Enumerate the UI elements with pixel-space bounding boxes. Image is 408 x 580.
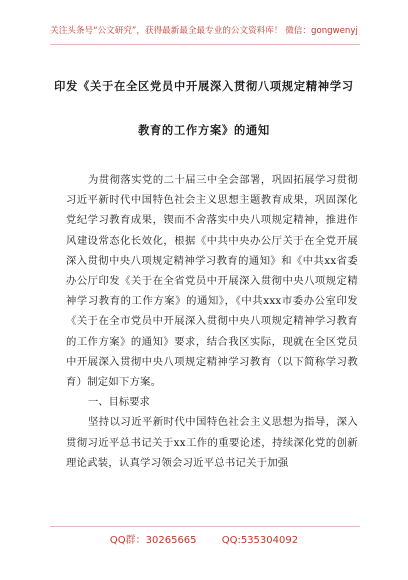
header-banner: 关注头条号“公文研究”，获得最新最全最专业的公文资料库！ 微信：gongwenyj [50,26,358,36]
footer-qq-group: QQ群：30265665 [109,535,197,546]
intro-paragraph: 为贯彻落实党的二十届三中全会部署，巩固拓展学习贯彻习近平新时代中国特色社会主义思想主题教育成果，巩固深化党纪学习教育成果，锲而不舍落实中央八项规定精神，推进作风建设常态化长效化，根据《中共中央办公厅关于在全党开展深入贯彻中央八项规定精神学习教育的通知》和《中共xx省委办公厅印发《关于在全省党员中开展深入贯彻中央八项规定精神学习教育的工作方案》的通知》，《中共xxx市委办公室印发《关于在全市党员中开展深入贯彻中央八项规定精神学习教育的工作方案》的通知》要求，结合我区实际，现就在全区党员中开展深入贯彻中央八项规定精神学习教育（以下简称学习教育）制定如下方案。 [66,174,358,389]
header-divider [50,44,360,45]
section-paragraph: 坚持以习近平新时代中国特色社会主义思想为指导，深入贯彻习近平总书记关于xx工作的重要论述，持续深化党的创新理论武装，认真学习领会习近平总书记关于加强 [66,416,358,469]
footer-qq: QQ:535304092 [221,535,299,546]
document-title-line-2: 教育的工作方案》的通知 [138,123,270,137]
footer [0,531,408,546]
section-heading: 一、目标要求 [88,396,150,409]
document-body [66,170,358,473]
document-title-line-1: 印发《关于在全区党员中开展深入贯彻八项规定精神学习 [54,79,354,93]
footer-divider [50,526,360,527]
